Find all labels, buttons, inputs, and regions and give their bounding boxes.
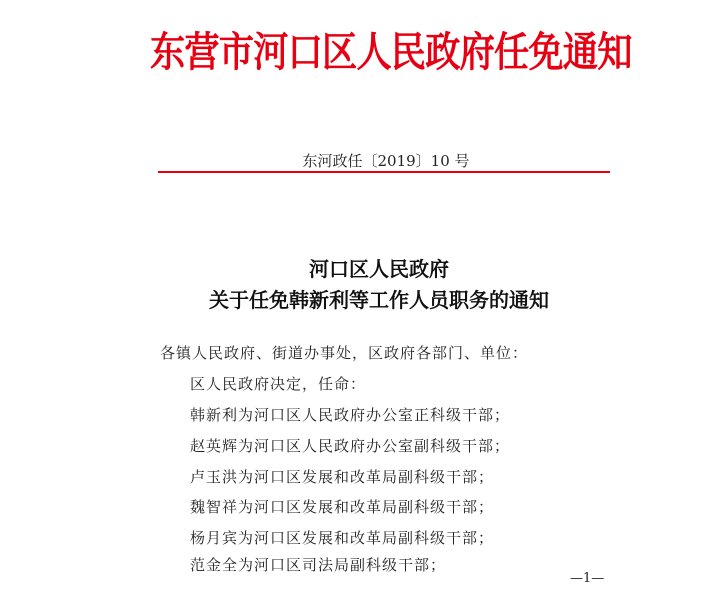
appointment-item: 韩新利为河口区人民政府办公室正科级干部； [190,406,511,424]
appointment-item: 赵英辉为河口区人民政府办公室副科级干部； [190,437,511,455]
document-number: 东河政任〔2019〕10 号 [302,152,470,170]
decision-text: 区人民政府决定，任命： [190,375,367,393]
page-number: —1— [570,571,605,586]
red-divider-line [158,171,610,173]
notice-title-line2: 关于任免韩新利等工作人员职务的通知 [209,288,549,312]
appointment-item: 魏智祥为河口区发展和改革局副科级干部； [190,498,495,516]
notice-title-line1: 河口区人民政府 [309,257,449,281]
appointment-item: 卢玉洪为河口区发展和改革局副科级干部； [190,468,495,486]
appointment-item: 杨月宾为河口区发展和改革局副科级干部； [190,529,495,547]
masthead-title: 东营市河口区人民政府任免通知 [150,28,632,76]
salutation: 各镇人民政府、街道办事处，区政府各部门、单位： [160,344,529,362]
appointment-item: 范金全为河口区司法局副科级干部； [190,556,447,574]
